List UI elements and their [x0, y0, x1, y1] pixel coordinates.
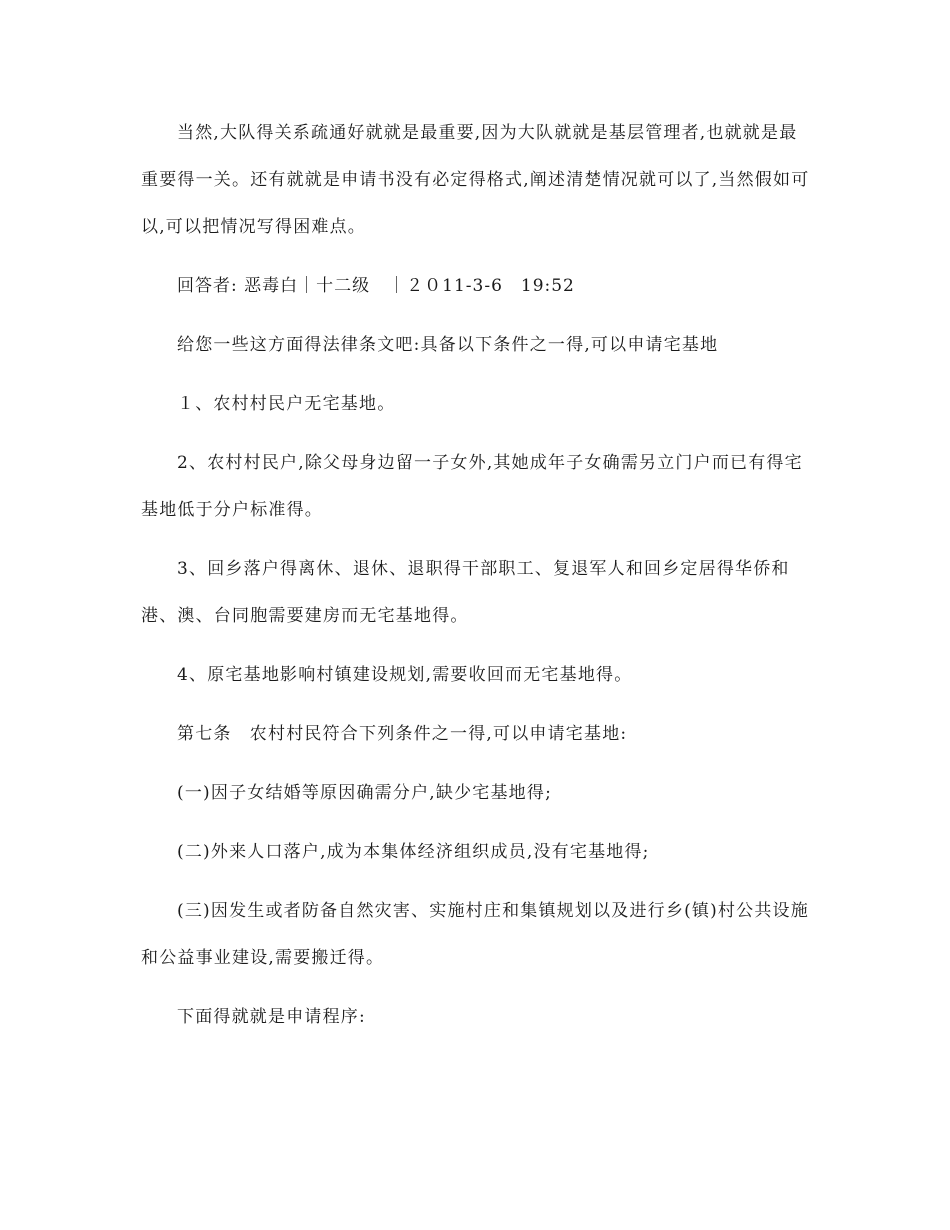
- paragraph-answer: 当然,大队得关系疏通好就就是最重要,因为大队就就是基层管理者,也就就是最重要得一关。还有就就是申请书没有必定得格式,阐述清楚情况就可以了,当然假如可以,可以把情况写得困难点。: [141, 123, 810, 237]
- condition-1: １、农村村民户无宅基地。: [177, 394, 396, 414]
- procedure-heading: 下面得就就是申请程序:: [177, 1007, 366, 1027]
- article-7-item-1: (一)因子女结婚等原因确需分户,缺少宅基地得;: [177, 783, 552, 803]
- paragraph-intro: 给您一些这方面得法律条文吧:具备以下条件之一得,可以申请宅基地: [177, 335, 719, 355]
- article-7-item-3: (三)因发生或者防备自然灾害、实施村庄和集镇规划以及进行乡(镇)村公共设施和公益事业建设,需要搬迁得。: [141, 901, 809, 968]
- answerer-line: 回答者: 恶毒白｜十二级 ｜２０11-3-6 19:52: [177, 276, 575, 296]
- condition-4: 4、原宅基地影响村镇建设规划,需要收回而无宅基地得。: [177, 665, 633, 685]
- article-7-heading: 第七条 农村村民符合下列条件之一得,可以申请宅基地:: [177, 724, 628, 744]
- condition-2: 2、农村村民户,除父母身边留一子女外,其她成年子女确需另立门户而已有得宅基地低于分户标准得。: [141, 453, 803, 520]
- document-body: [141, 110, 811, 1053]
- article-7-item-2: (二)外来人口落户,成为本集体经济组织成员,没有宅基地得;: [177, 842, 650, 862]
- condition-3: 3、回乡落户得离休、退休、退职得干部职工、复退军人和回乡定居得华侨和港、澳、台同胞需要建房而无宅基地得。: [141, 559, 790, 626]
